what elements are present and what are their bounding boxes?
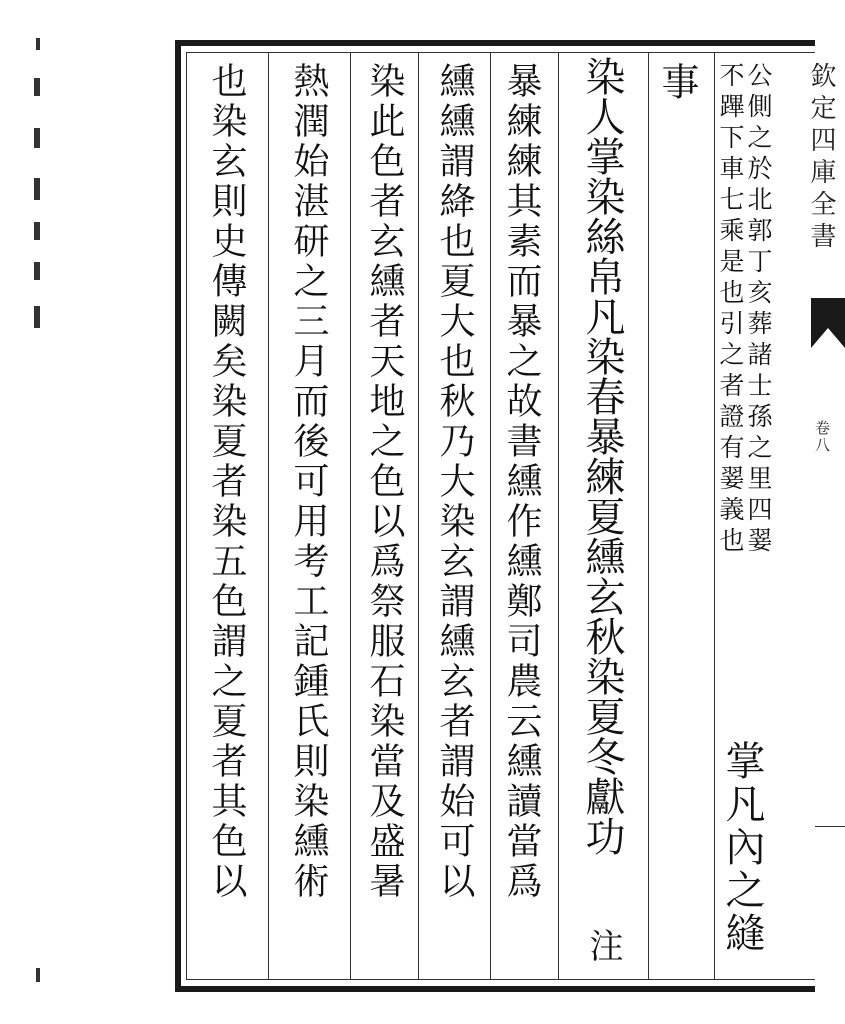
edge-mark [34, 262, 40, 280]
fishtail-mark [811, 298, 845, 348]
column-rule [490, 52, 491, 980]
column-rule [350, 52, 351, 980]
main-text-column: 掌凡內之縫 [719, 740, 765, 955]
commentary-column: 染此色者玄纁者天地之色以爲祭服石染當及盛暑 [364, 62, 405, 902]
edge-mark [36, 968, 40, 982]
commentary-column: 暴練練其素而暴之故書纁作纁鄭司農云纁讀當爲 [501, 62, 542, 902]
commentary-column: 熱潤始湛研之三月而後可用考工記鍾氏則染纁術 [288, 62, 329, 902]
column-rule [268, 52, 269, 980]
volume-label: 卷八 [813, 420, 831, 454]
commentary-column: 纁纁謂絳也夏大也秋乃大染玄謂纁玄者謂始可以 [434, 62, 475, 902]
annotation-marker: 注 [583, 928, 623, 965]
column-rule [648, 52, 649, 980]
edge-mark [34, 222, 40, 240]
edge-mark [34, 78, 40, 96]
edge-mark [36, 38, 40, 50]
column-rule [558, 52, 559, 980]
annotation-lower: 不蹕下車七乘是也引之者證有翣義也 [716, 62, 745, 558]
main-text-column: 染人掌染絲帛凡染春暴練夏纁玄秋染夏冬獻功 [579, 56, 625, 856]
side-title: 欽定四庫全書 [806, 62, 836, 254]
column-rule [418, 52, 419, 980]
short-rule [815, 826, 845, 827]
commentary-column: 也染玄則史傳闕矣染夏者染五色謂之夏者其色以 [206, 62, 247, 902]
edge-mark [34, 306, 40, 328]
annotation-upper: 公側之於北郭丁亥葬諸士孫之里四翣 [744, 62, 773, 558]
edge-mark [34, 178, 40, 200]
main-text-column: 事 [655, 62, 699, 103]
left-page-edge [0, 0, 60, 1024]
column-rule [714, 52, 715, 980]
edge-mark [34, 128, 40, 148]
